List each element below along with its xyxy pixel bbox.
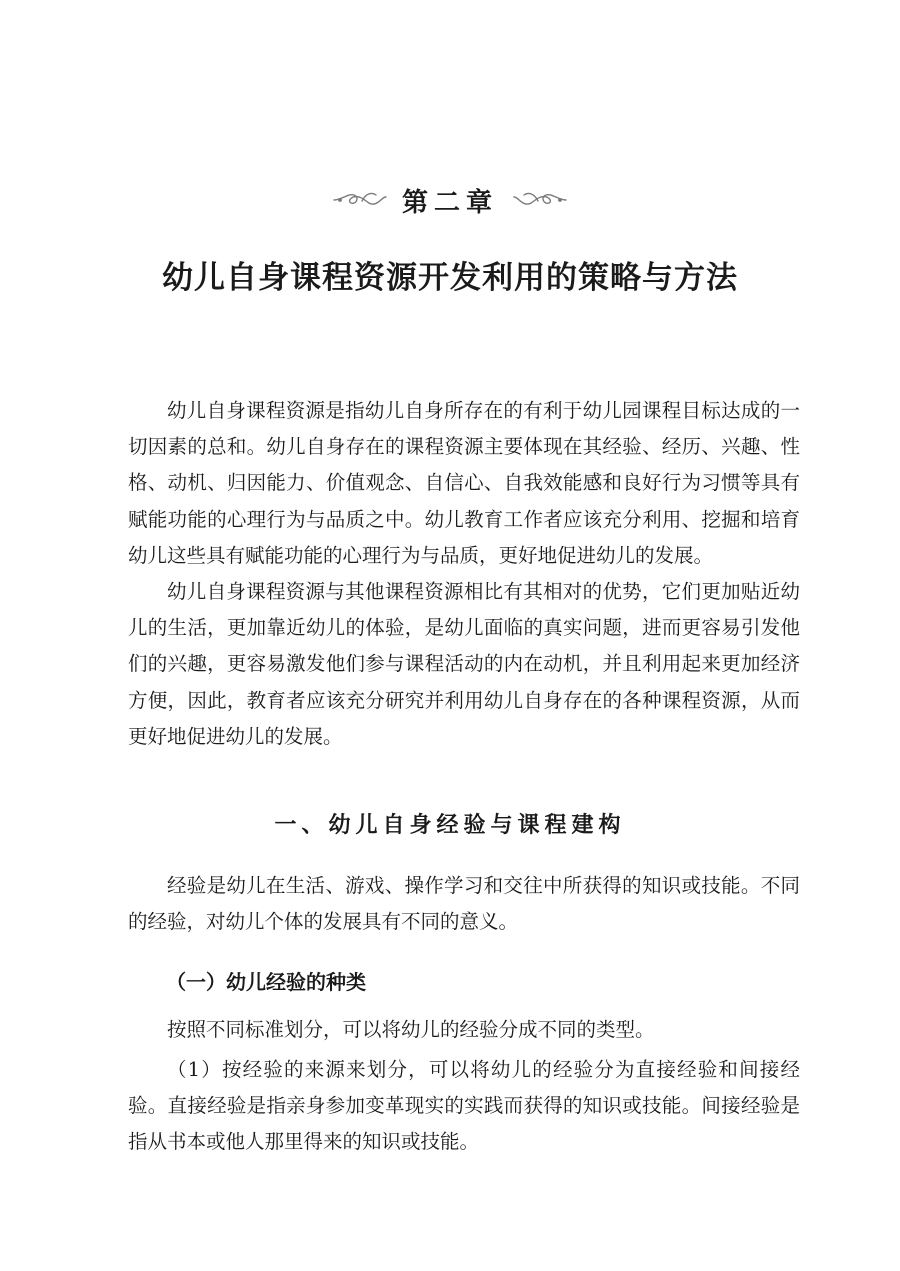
subsection-paragraph-1: 按照不同标准划分，可以将幼儿的经验分成不同的类型。 — [167, 1018, 655, 1041]
chapter-title: 幼儿自身课程资源开发利用的策略与方法 — [162, 260, 738, 296]
flourish-ornament-left-icon — [332, 189, 388, 211]
intro-paragraph-1: 幼儿自身课程资源是指幼儿自身所存在的有利于幼儿园课程目标达成的一切因素的总和。幼儿自身存在的课程资源主要体现在其经验、经历、兴趣、性格、动机、归因能力、价值观念、自信心、自我效能感和良好行为习惯等具有赋能功能的心理行为与品质之中。幼儿教育工作者应该充分利用、挖掘和培育幼儿这些具有赋能功能的心理行为与品质，更好地促进幼儿的发展。 — [128, 399, 800, 567]
chapter-label: 第二章 — [401, 187, 498, 218]
section-heading: 一、幼儿自身经验与课程建构 — [274, 813, 626, 838]
subsection-paragraph-2: （1）按经验的来源来划分，可以将幼儿的经验分为直接经验和间接经验。直接经验是指亲身参加变革现实的实践而获得的知识或技能。间接经验是指从书本或他人那里得来的知识或技能。 — [128, 1058, 800, 1154]
intro-paragraph-2: 幼儿自身课程资源与其他课程资源相比有其相对的优势，它们更加贴近幼儿的生活，更加靠近幼儿的体验，是幼儿面临的真实问题，进而更容易引发他们的兴趣，更容易激发他们参与课程活动的内在动机，并且利用起来更加经济方便，因此，教育者应该充分研究并利用幼儿自身存在的各种课程资源，从而更好地促进幼儿的发展。 — [128, 580, 800, 748]
subsection-heading: （一）幼儿经验的种类 — [166, 970, 366, 994]
chapter-header — [0, 178, 900, 222]
flourish-ornament-right-icon — [512, 189, 568, 211]
section-intro-paragraph: 经验是幼儿在生活、游戏、操作学习和交往中所获得的知识或技能。不同的经验，对幼儿个体的发展具有不同的意义。 — [128, 874, 800, 934]
